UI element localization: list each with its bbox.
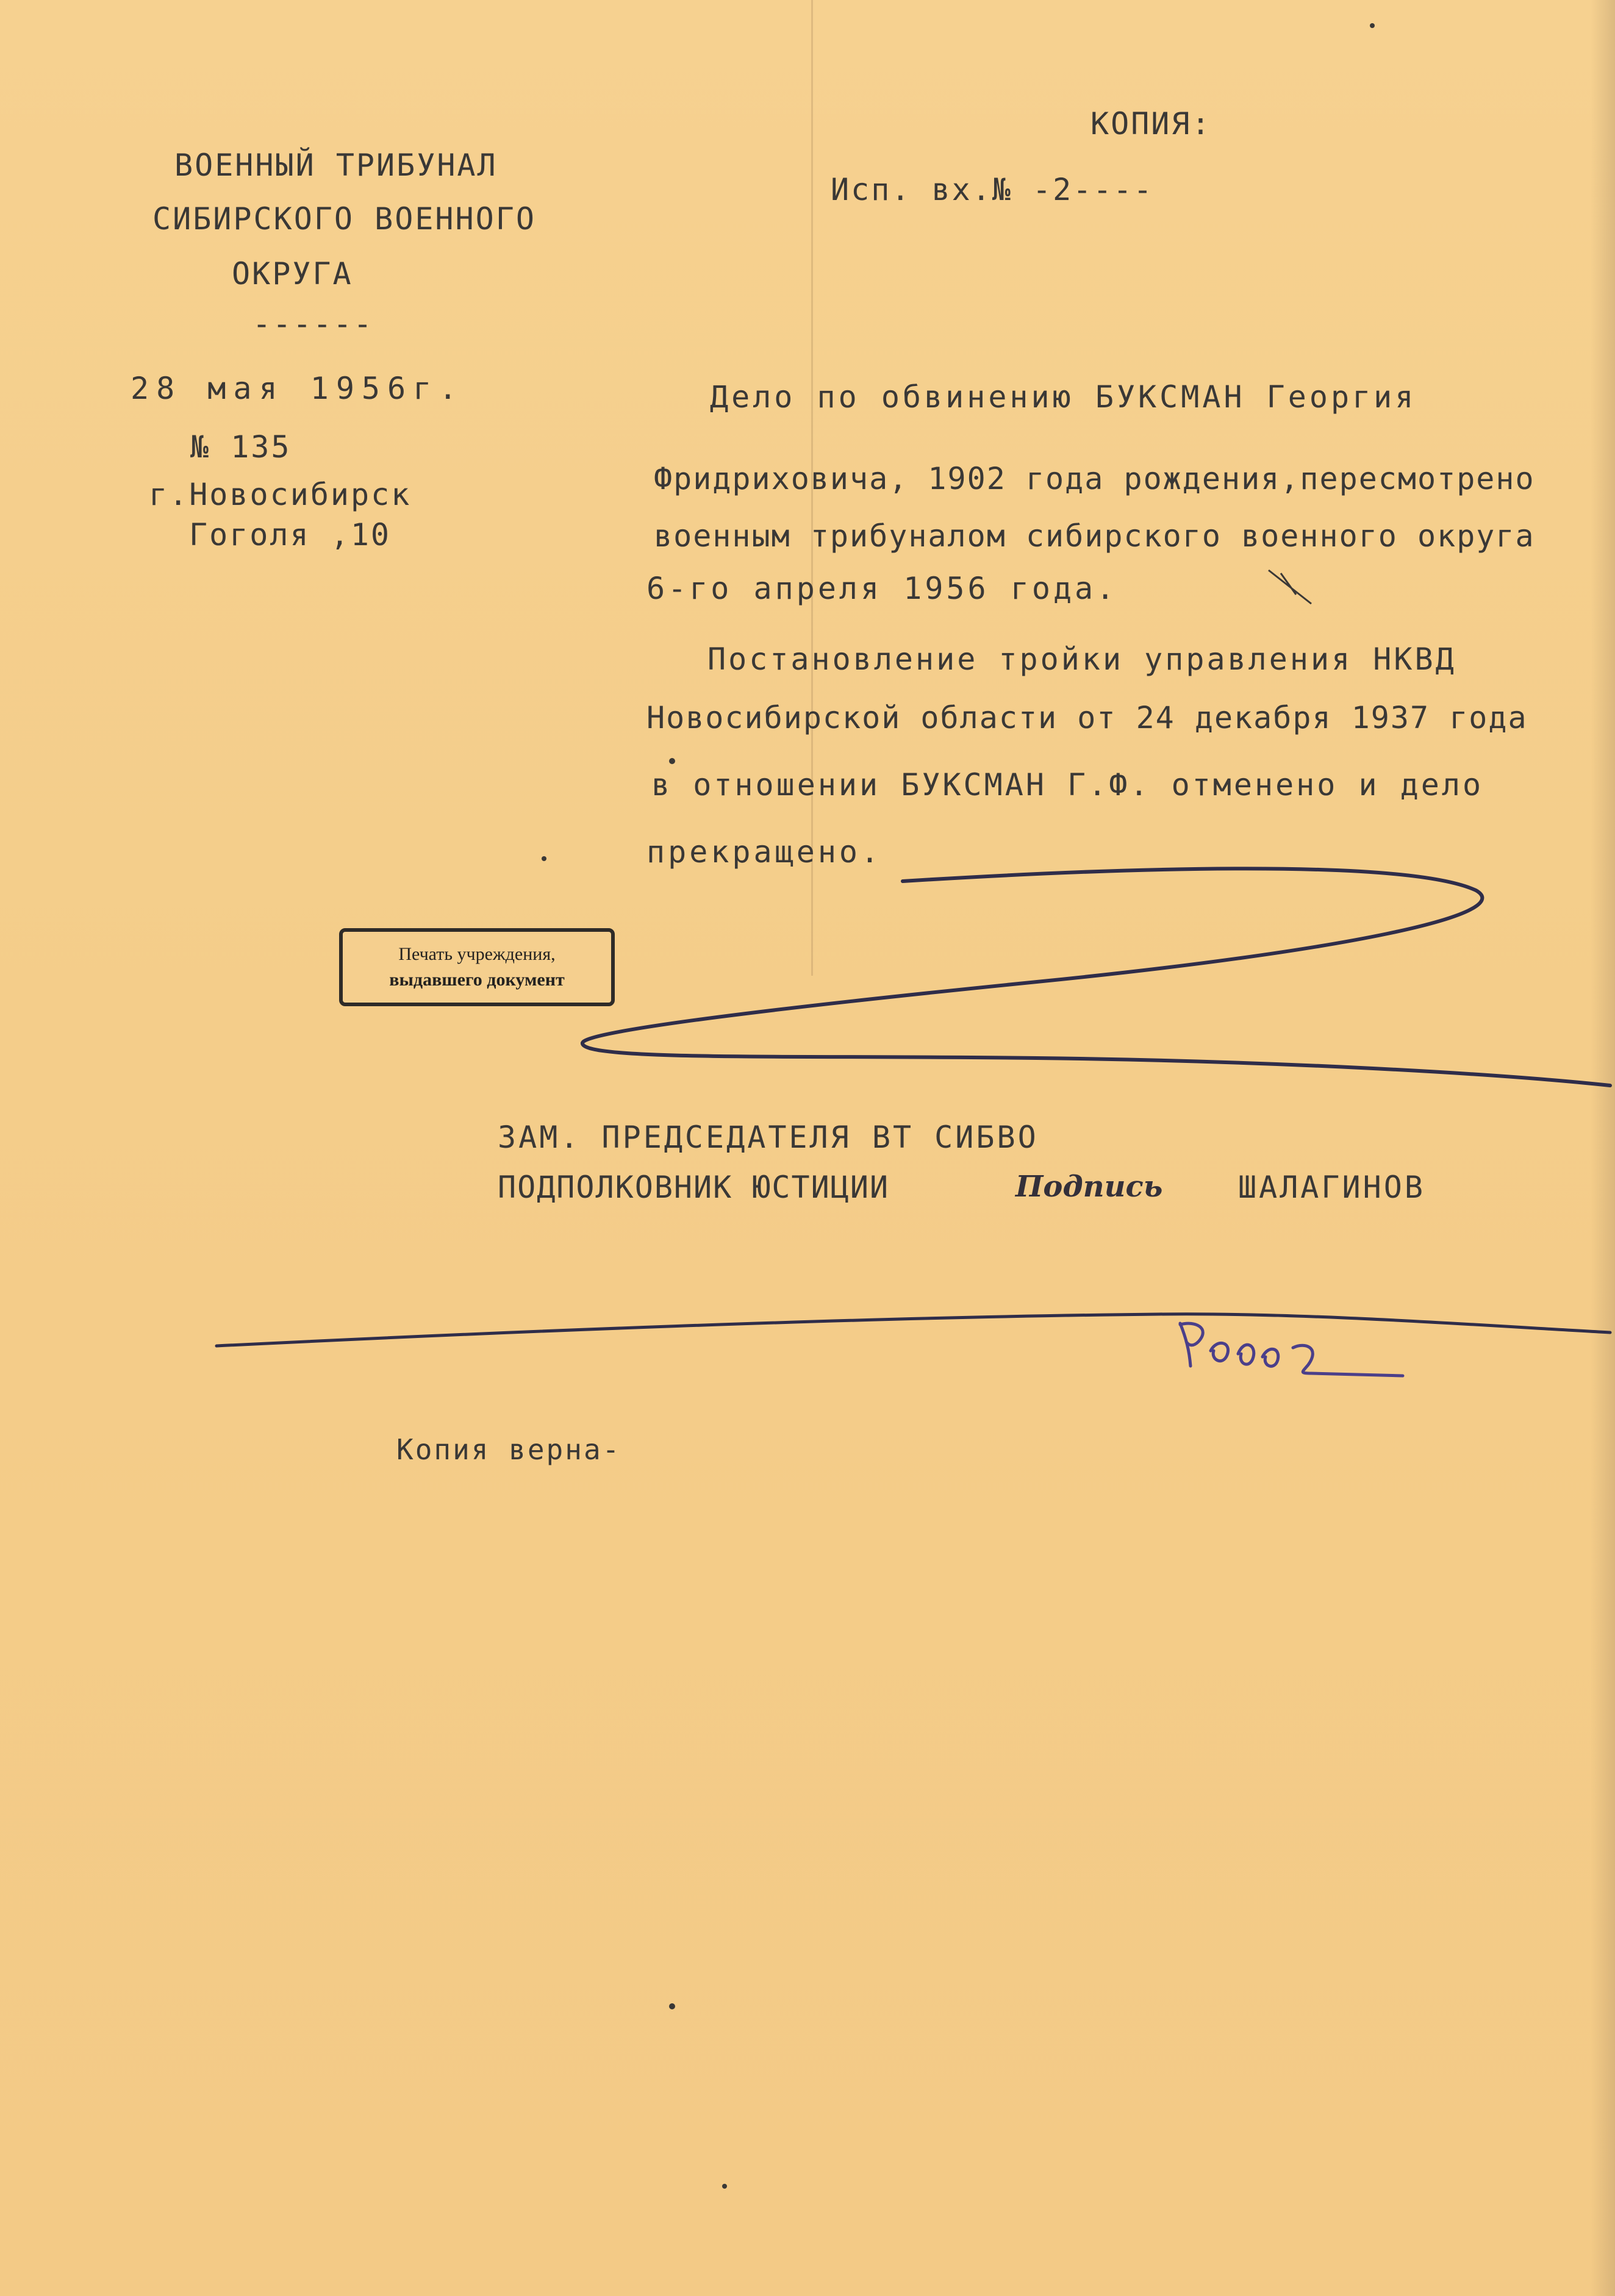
- body-line-3: военным трибуналом сибирского военного округа: [654, 518, 1535, 554]
- ink-dot: [722, 2184, 727, 2189]
- org-name-line3: ОКРУГА: [232, 256, 353, 291]
- document-date: 28 мая 1956г.: [131, 371, 465, 406]
- body-line-4: 6-го апреля 1956 года.: [646, 571, 1118, 606]
- handwritten-initials-mark: [1180, 1323, 1403, 1376]
- body-line-8: прекращено.: [646, 834, 883, 870]
- signatory-rank: ПОДПОЛКОВНИК ЮСТИЦИИ: [498, 1170, 890, 1205]
- ink-dot: [542, 856, 546, 861]
- signature-underline-stroke: [217, 1314, 1610, 1346]
- incoming-number: Исп. вх.№ -2----: [831, 172, 1154, 207]
- body-line-2: Фридриховича, 1902 года рождения,пересмотрено: [654, 461, 1535, 496]
- signatory-position: ЗАМ. ПРЕДСЕДАТЕЛЯ ВТ СИБВО: [498, 1120, 1039, 1155]
- org-rule: ------: [252, 306, 374, 342]
- body-line-1: Дело по обвинению БУКСМАН Георгия: [710, 379, 1417, 415]
- stamp-text-line2: выдавшего документ: [389, 970, 565, 990]
- copy-label: КОПИЯ:: [1090, 106, 1212, 141]
- body-line-6: Новосибирской области от 24 декабря 1937 года: [646, 700, 1528, 735]
- signatory-surname: ШАЛАГИНОВ: [1238, 1170, 1425, 1205]
- ink-dot: [669, 758, 675, 764]
- body-line-5: Постановление тройки управления НКВД: [707, 642, 1456, 677]
- org-name-line2: СИБИРСКОГО ВОЕННОГО: [152, 201, 536, 237]
- copy-certified-note: Копия верна-: [396, 1433, 621, 1466]
- document-city: г.Новосибирск: [149, 477, 412, 512]
- ink-dot: [1370, 23, 1375, 28]
- body-line-7: в отношении БУКСМАН Г.Ф. отменено и дело: [651, 767, 1484, 803]
- cancellation-loop-stroke: [582, 868, 1610, 1085]
- stamp-text-line1: Печать учреждения,: [398, 944, 556, 964]
- ink-smudge: [1269, 570, 1311, 604]
- ink-dot: [669, 2003, 675, 2009]
- document-number: № 135: [190, 429, 292, 465]
- org-name-line1: ВОЕННЫЙ ТРИБУНАЛ: [174, 148, 498, 183]
- document-street: Гоголя ,10: [189, 517, 392, 553]
- signature-label: Подпись: [1015, 1170, 1163, 1204]
